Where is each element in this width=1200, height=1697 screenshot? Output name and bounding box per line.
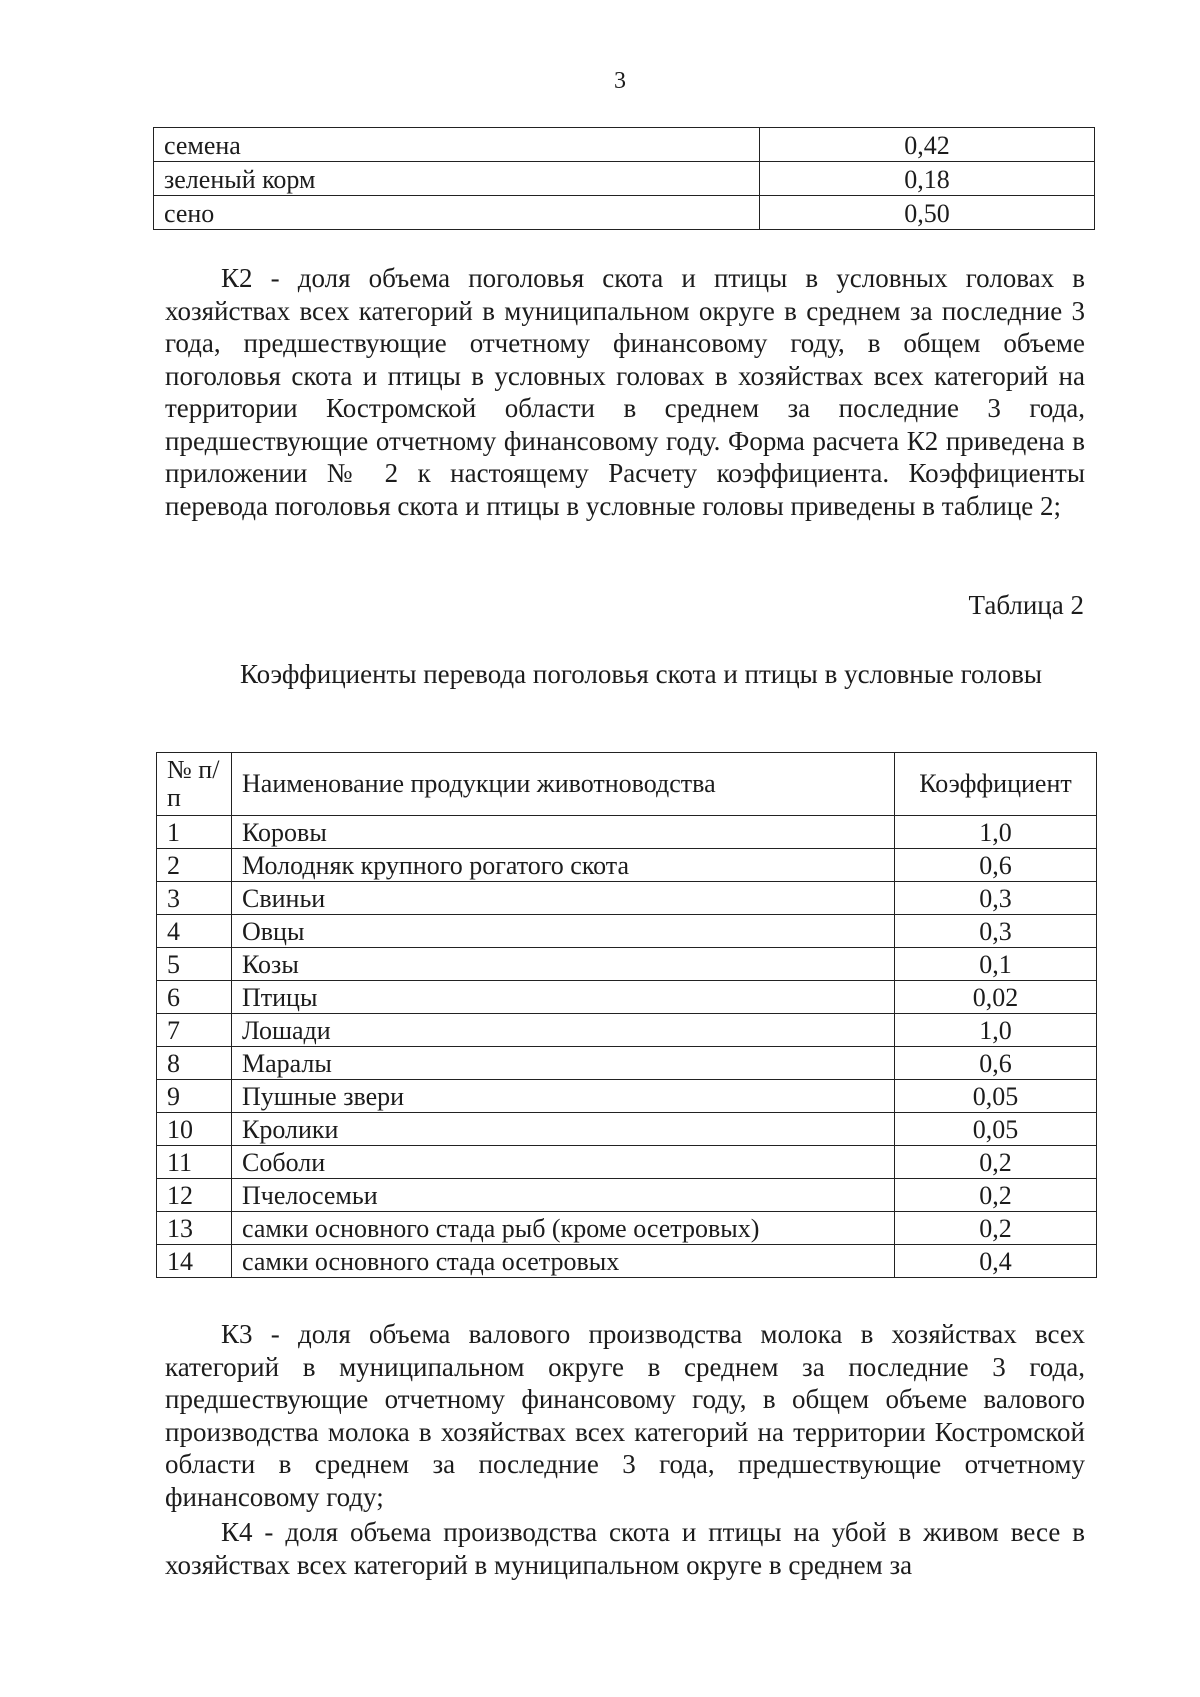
row-coefficient: 0,05 <box>895 1113 1097 1146</box>
header-name: Наименование продукции животноводства <box>232 753 895 816</box>
table-row <box>154 128 1095 162</box>
table-cell-name: зеленый корм <box>154 162 760 196</box>
table-row <box>157 1014 1097 1047</box>
row-number: 7 <box>157 1014 232 1047</box>
row-coefficient: 0,3 <box>895 882 1097 915</box>
row-coefficient: 1,0 <box>895 816 1097 849</box>
row-number: 4 <box>157 915 232 948</box>
table-row <box>157 981 1097 1014</box>
row-coefficient: 1,0 <box>895 1014 1097 1047</box>
row-coefficient: 0,6 <box>895 849 1097 882</box>
row-name: Лошади <box>232 1014 895 1047</box>
row-name: Коровы <box>232 816 895 849</box>
table-row <box>157 849 1097 882</box>
table-row <box>157 948 1097 981</box>
row-coefficient: 0,6 <box>895 1047 1097 1080</box>
livestock-coefficients-table <box>156 752 1097 1278</box>
table-row <box>157 1146 1097 1179</box>
row-name: Маралы <box>232 1047 895 1080</box>
row-number: 2 <box>157 849 232 882</box>
table-row <box>157 1245 1097 1278</box>
paragraph-k4: К4 - доля объема производства скота и птицы на убой в живом весе в хозяйствах всех категорий в муниципальном округе в среднем за <box>165 1517 1085 1580</box>
header-coef: Коэффициент <box>895 753 1097 816</box>
paragraph-k3: К3 - доля объема валового производства молока в хозяйствах всех категорий в муниципальном округе в среднем за последние 3 года, предшествующие отчетному финансовому году, в общем объеме валового производства молока в хозяйствах всех категорий на территории Костромской области в среднем за последние 3 года, предшествующие отчетному финансовому году; <box>165 1319 1085 1512</box>
row-name: Свиньи <box>232 882 895 915</box>
row-coefficient: 0,2 <box>895 1146 1097 1179</box>
header-num: № п/п <box>157 753 232 816</box>
row-number: 3 <box>157 882 232 915</box>
row-name: самки основного стада осетровых <box>232 1245 895 1278</box>
row-number: 11 <box>157 1146 232 1179</box>
table-row <box>157 1212 1097 1245</box>
row-number: 12 <box>157 1179 232 1212</box>
row-coefficient: 0,3 <box>895 915 1097 948</box>
table-2-title: Коэффициенты перевода поголовья скота и птицы в условные головы <box>240 659 1043 689</box>
row-coefficient: 0,2 <box>895 1212 1097 1245</box>
row-number: 6 <box>157 981 232 1014</box>
row-number: 10 <box>157 1113 232 1146</box>
row-name: Соболи <box>232 1146 895 1179</box>
row-number: 14 <box>157 1245 232 1278</box>
table-row <box>157 1080 1097 1113</box>
table-cell-name: семена <box>154 128 760 162</box>
row-number: 9 <box>157 1080 232 1113</box>
coefficients-table-1 <box>153 127 1095 230</box>
table-row <box>154 162 1095 196</box>
table-cell-name: сено <box>154 196 760 230</box>
row-coefficient: 0,1 <box>895 948 1097 981</box>
page-number: 3 <box>614 68 626 94</box>
row-number: 13 <box>157 1212 232 1245</box>
row-coefficient: 0,05 <box>895 1080 1097 1113</box>
table-row <box>154 196 1095 230</box>
table-row <box>157 816 1097 849</box>
table-cell-value: 0,50 <box>760 196 1095 230</box>
table-body <box>157 816 1097 1278</box>
table-row <box>157 882 1097 915</box>
row-number: 8 <box>157 1047 232 1080</box>
row-number: 1 <box>157 816 232 849</box>
row-name: Пчелосемьи <box>232 1179 895 1212</box>
row-name: самки основного стада рыб (кроме осетровых) <box>232 1212 895 1245</box>
row-name: Птицы <box>232 981 895 1014</box>
row-coefficient: 0,02 <box>895 981 1097 1014</box>
table-cell-value: 0,42 <box>760 128 1095 162</box>
table-row <box>157 1179 1097 1212</box>
row-coefficient: 0,2 <box>895 1179 1097 1212</box>
table-cell-value: 0,18 <box>760 162 1095 196</box>
table-header-row <box>157 753 1097 816</box>
row-number: 5 <box>157 948 232 981</box>
row-name: Пушные звери <box>232 1080 895 1113</box>
row-coefficient: 0,4 <box>895 1245 1097 1278</box>
table-row <box>157 1047 1097 1080</box>
row-name: Молодняк крупного рогатого скота <box>232 849 895 882</box>
row-name: Кролики <box>232 1113 895 1146</box>
paragraph-k2: К2 - доля объема поголовья скота и птицы в условных головах в хозяйствах всех категорий в муниципальном округе в среднем за последние 3 года, предшествующие отчетному финансовому году, в общем объеме поголовья скота и птицы в условных головах в хозяйствах всех категорий на территории Костромской области в среднем за последние 3 года, предшествующие отчетному финансовому году. Форма расчета К2 приведена в приложении № 2 к настоящему Расчету коэффициента. Коэффициенты перевода поголовья скота и птицы в условные головы приведены в таблице 2; <box>165 263 1085 521</box>
table-2-label: Таблица 2 <box>968 590 1084 620</box>
table-row <box>157 1113 1097 1146</box>
table-row <box>157 915 1097 948</box>
row-name: Козы <box>232 948 895 981</box>
row-name: Овцы <box>232 915 895 948</box>
